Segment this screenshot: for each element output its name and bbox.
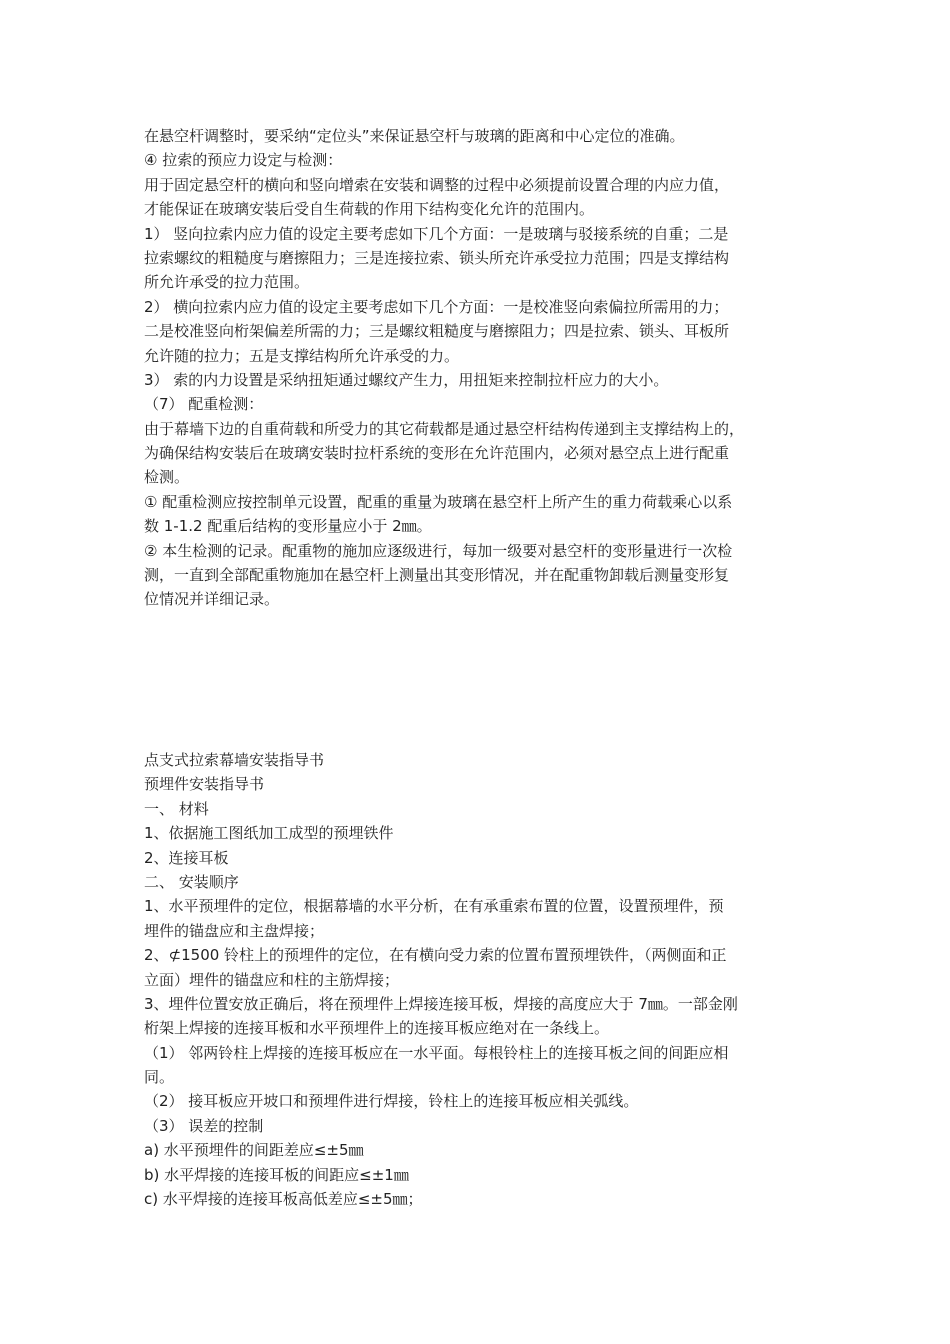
text-line: 1、水平预埋件的定位，根据幕墙的水平分析，在有承重索布置的位置，设置预埋件，预 xyxy=(144,897,724,916)
text-line: （2） 接耳板应开坡口和预埋件进行焊接，铃柱上的连接耳板应相关弧线。 xyxy=(144,1092,639,1111)
text-line: 立面）埋件的锚盘应和柱的主筋焊接； xyxy=(144,970,400,989)
text-line: 3） 索的内力设置是采纳扭矩通过螺纹产生力，用扭矩来控制拉杆应力的大小。 xyxy=(144,370,669,389)
text-line: 预埋件安装指导书 xyxy=(144,775,265,794)
text-line: 用于固定悬空杆的横向和竖向增索在安装和调整的过程中必须提前设置合理的内应力值， xyxy=(144,175,730,194)
text-section-embedded-parts-guide xyxy=(144,748,808,1211)
text-line: 二是校准竖向桁架偏差所需的力；三是螺纹粗糙度与磨擦阻力；四是拉索、锁头、耳板所 xyxy=(144,322,730,341)
text-line: 检测。 xyxy=(144,468,190,487)
text-line: b) 水平焊接的连接耳板的间距应≤±1㎜ xyxy=(144,1165,409,1184)
text-line: 在悬空杆调整时，要采纳“定位头”来保证悬空杆与玻璃的距离和中心定位的准确。 xyxy=(144,127,685,145)
text-line: 1、依据施工图纸加工成型的预埋铁件 xyxy=(144,824,394,843)
text-line: a) 水平预埋件的间距差应≤±5㎜ xyxy=(144,1141,364,1160)
text-line: 拉索螺纹的粗糙度与磨擦阻力；三是连接拉索、锁头所充许承受拉力范围；四是支撑结构 xyxy=(144,248,730,267)
text-line: （3） 误差的控制 xyxy=(144,1116,264,1135)
text-line: （1） 邻两铃柱上焊接的连接耳板应在一水平面。每根铃柱上的连接耳板之间的间距应相 xyxy=(144,1043,729,1062)
text-line: 允许随的拉力；五是支撑结构所允许承受的力。 xyxy=(144,346,460,365)
text-line: 位情况并详细记录。 xyxy=(144,590,280,609)
text-line: 一、 材料 xyxy=(144,799,209,818)
text-line: 同。 xyxy=(144,1068,175,1087)
text-line: 埋件的锚盘应和主盘焊接； xyxy=(144,921,325,940)
text-line: 才能保证在玻璃安装后受自生荷载的作用下结构变化允许的范围内。 xyxy=(144,200,595,219)
text-line: 点支式拉索幕墙安装指导书 xyxy=(144,751,325,769)
text-line: 2、⊄1500 铃柱上的预埋件的定位，在有横向受力索的位置布置预埋铁件，（两侧面和正 xyxy=(144,946,727,965)
text-line: ④ 拉索的预应力设定与检测： xyxy=(144,151,343,170)
text-line: c) 水平焊接的连接耳板高低差应≤±5㎜； xyxy=(144,1190,423,1209)
text-section-weight-test xyxy=(144,124,808,612)
text-line: 桁架上焊接的连接耳板和水平预埋件上的连接耳板应绝对在一条线上。 xyxy=(144,1019,610,1038)
text-line: 所允许承受的拉力范围。 xyxy=(144,273,310,292)
text-line: （7） 配重检测： xyxy=(144,395,264,414)
text-line: 由于幕墙下边的自重荷载和所受力的其它荷载都是通过悬空杆结构传递到主支撑结构上的， xyxy=(144,419,745,438)
text-line: 二、 安装顺序 xyxy=(144,872,239,891)
text-line: 数 1-1.2 配重后结构的变形量应小于 2㎜。 xyxy=(144,517,432,536)
text-line: 2、连接耳板 xyxy=(144,848,229,867)
text-line: 测，一直到全部配重物施加在悬空杆上测量出其变形情况，并在配重物卸载后测量变形复 xyxy=(144,566,730,585)
text-line: 1） 竖向拉索内应力值的设定主要考虑如下几个方面：一是玻璃与驳接系统的自重；二是 xyxy=(144,224,729,243)
text-line: 2） 横向拉索内应力值的设定主要考虑如下几个方面：一是校准竖向索偏拉所需用的力； xyxy=(144,297,729,316)
text-line: 为确保结构安装后在玻璃安装时拉杆系统的变形在允许范围内，必须对悬空点上进行配重 xyxy=(144,444,730,463)
text-line: ① 配重检测应按控制单元设置，配重的重量为玻璃在悬空杆上所产生的重力荷载乘心以系 xyxy=(144,492,733,511)
text-line: ② 本生检测的记录。配重物的施加应逐级进行，每加一级要对悬空杆的变形量进行一次检 xyxy=(144,541,733,560)
text-line: 3、埋件位置安放正确后，将在预埋件上焊接连接耳板，焊接的高度应大于 7㎜。一部金刚 xyxy=(144,994,738,1013)
